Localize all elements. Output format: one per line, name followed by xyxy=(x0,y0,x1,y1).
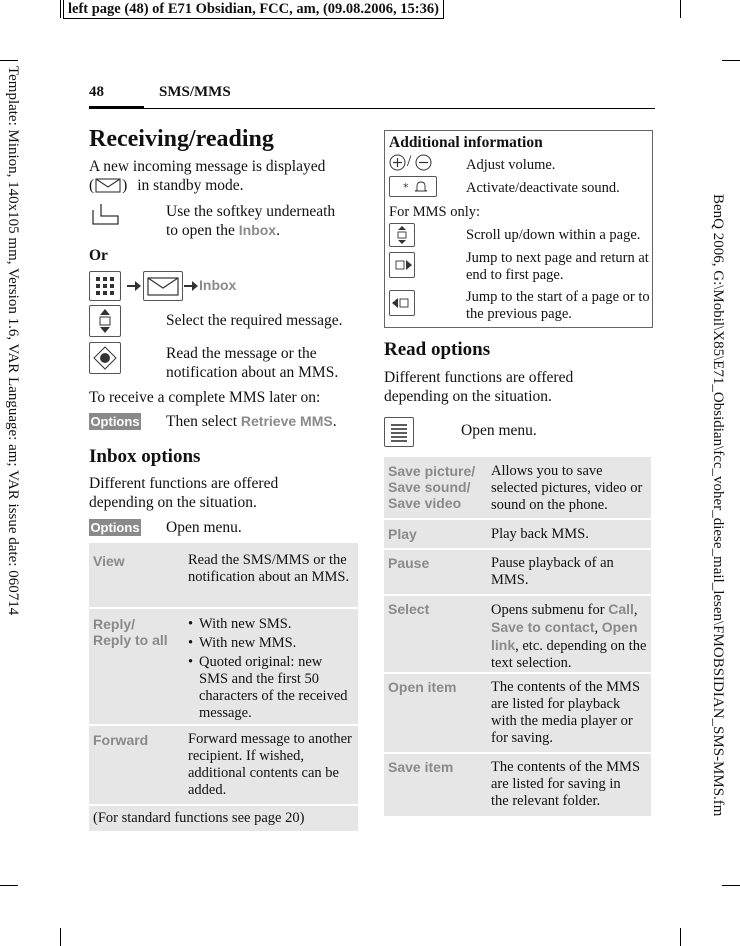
period: . xyxy=(276,222,280,239)
svg-text:*: * xyxy=(403,181,409,194)
option-desc: The contents of the MMS are listed for saving in the relevant folder. xyxy=(491,759,641,809)
open-menu-text: Open menu. xyxy=(461,422,537,439)
navigation-updown-icon xyxy=(389,223,415,247)
menu-path-inbox: Inbox xyxy=(199,277,237,293)
table-row[interactable] xyxy=(384,754,651,816)
option-desc: Play back MMS. xyxy=(491,526,589,542)
crop-mark xyxy=(60,0,61,18)
inbox-label: Inbox xyxy=(238,222,277,238)
option-term: Open item xyxy=(388,679,457,695)
intro-line-1: A new incoming message is displayed xyxy=(89,158,326,175)
table-row[interactable] xyxy=(384,674,651,752)
table-row[interactable] xyxy=(384,596,651,672)
table-row[interactable] xyxy=(384,520,651,548)
open-link-label: Open link xyxy=(491,619,638,653)
side-text-right: BenQ 2006, G:\Mobil\X85\E71_Obsidian\fcc_voher_diese_mail_lesen\FMOBSIDIAN_SMS-MMS.fm xyxy=(710,194,726,817)
select-desc-1: Opens submenu for xyxy=(491,602,609,618)
crop-mark xyxy=(680,928,681,946)
or-label: Or xyxy=(89,247,108,264)
option-desc: Forward message to another recipient. If wished, additional contents can be added. xyxy=(188,731,352,798)
reply-bullets xyxy=(188,616,348,722)
select-text: Select the required message. xyxy=(166,312,343,329)
arrow-right-icon xyxy=(126,279,142,291)
read-text: Read the message or the notification about an MMS. xyxy=(166,345,339,381)
arrow-right-icon xyxy=(183,279,199,291)
table-row[interactable] xyxy=(384,457,651,518)
inbox-options-table xyxy=(89,543,358,831)
crop-mark xyxy=(722,60,740,61)
option-term-line: Reply/ xyxy=(93,616,136,632)
softkey-text xyxy=(166,202,361,240)
additional-info-title: Additional information xyxy=(389,134,543,151)
option-term-line: Reply to all xyxy=(93,632,168,648)
list-item: • Quoted original: new SMS and the first 50 characters of the received message. xyxy=(188,654,348,722)
option-term xyxy=(93,616,168,648)
footer-text: (For standard functions see page 20) xyxy=(93,810,305,826)
option-desc: Pause playback of an MMS. xyxy=(491,555,614,588)
option-desc xyxy=(491,601,649,672)
menu-grid-icon xyxy=(89,271,121,301)
running-header: left page (48) of E71 Obsidian, FCC, am, (09.08.2006, 15:36) xyxy=(63,0,444,19)
read-options-table xyxy=(384,457,651,817)
section-header: SMS/MMS xyxy=(159,84,231,100)
option-term xyxy=(388,463,475,511)
table-footer xyxy=(89,806,358,831)
navigation-updown-icon xyxy=(89,305,121,337)
envelope-icon xyxy=(94,178,122,193)
retrieve-mms-label: Retrieve MMS xyxy=(240,413,333,429)
softkey-icon xyxy=(89,200,121,228)
paren: ( xyxy=(89,177,95,194)
read-options-intro: Different functions are offered depending on the situation. xyxy=(384,369,574,405)
section-title-inbox-options: Inbox options xyxy=(89,446,201,467)
crop-mark xyxy=(60,928,61,946)
slash: / xyxy=(407,153,412,170)
next-page-text: Jump to next page and return at end to first page. xyxy=(466,250,649,283)
crop-mark xyxy=(722,885,740,886)
page-number: 48 xyxy=(89,84,104,100)
then-select-text xyxy=(166,412,337,431)
option-desc: The contents of the MMS are listed for playback with the media player or for saving. xyxy=(491,679,641,746)
scroll-text: Scroll up/down within a page. xyxy=(466,227,641,243)
section-title-read-options: Read options xyxy=(384,339,491,360)
comma: , xyxy=(594,620,602,636)
select-desc-2: , etc. depending on the text selection. xyxy=(491,638,647,671)
receive-later-text: To receive a complete MMS later on: xyxy=(89,389,321,406)
paren: ) xyxy=(122,177,128,194)
section-title-receiving: Receiving/reading xyxy=(89,126,274,152)
period: . xyxy=(332,413,337,430)
volume-icons xyxy=(389,154,435,172)
crop-mark xyxy=(0,885,18,886)
additional-info-box xyxy=(384,130,653,328)
option-term-line: Save video xyxy=(388,495,462,511)
option-term: Play xyxy=(388,526,417,542)
options-softkey[interactable]: Options xyxy=(90,520,140,535)
option-term: View xyxy=(93,553,125,569)
sound-text: Activate/deactivate sound. xyxy=(466,180,620,196)
comma: , xyxy=(633,602,638,618)
header-rule-thick xyxy=(89,106,144,109)
intro-text: in standby mode. xyxy=(137,177,244,194)
side-text-left: Template: Minion, 140x105 mm, Version 1.6, VAR Language: am; VAR issue date: 060714 xyxy=(5,66,21,616)
volume-text: Adjust volume. xyxy=(466,157,556,173)
option-term: Save item xyxy=(388,759,454,775)
menu-list-icon xyxy=(384,417,414,447)
navigation-center-icon xyxy=(89,342,121,374)
options-softkey[interactable]: Options xyxy=(90,414,140,429)
table-row[interactable] xyxy=(384,550,651,594)
softkey-text-1: Use the softkey underneath xyxy=(166,203,336,220)
open-menu-text: Open menu. xyxy=(166,519,242,536)
option-term-line: Save picture/ xyxy=(388,463,476,479)
header-rule xyxy=(89,108,655,109)
option-term: Select xyxy=(388,601,430,617)
table-row[interactable] xyxy=(89,543,358,607)
volume-down-icon xyxy=(415,154,432,176)
softkey-text-2: to open the xyxy=(166,222,239,239)
option-term: Forward xyxy=(93,732,149,748)
then-select: Then select xyxy=(166,413,241,430)
crop-mark xyxy=(680,0,681,18)
nav-right-icon xyxy=(389,252,415,278)
list-item: • With new SMS. xyxy=(188,616,348,633)
list-item: • With new MMS. xyxy=(188,635,348,652)
volume-up-icon xyxy=(389,154,406,176)
intro-line-2 xyxy=(89,176,359,195)
crop-mark xyxy=(0,60,18,61)
table-row[interactable] xyxy=(89,609,358,724)
prev-page-text: Jump to the start of a page or to the previous page. xyxy=(466,289,650,322)
option-desc: Read the SMS/MMS or the notification about an MMS. xyxy=(188,552,350,585)
table-row[interactable] xyxy=(89,726,358,804)
save-to-contact-label: Save to contact xyxy=(491,619,595,635)
envelope-icon xyxy=(143,271,183,301)
mms-only-text: For MMS only: xyxy=(389,204,481,220)
inbox-options-intro: Different functions are offered depending on the situation. xyxy=(89,475,279,511)
nav-left-icon xyxy=(389,290,415,316)
star-key-icon xyxy=(389,176,437,197)
option-term: Pause xyxy=(388,555,430,571)
option-term-line: Save sound/ xyxy=(388,479,471,495)
option-desc: Allows you to save selected pictures, video or sound on the phone. xyxy=(491,463,643,513)
call-label: Call xyxy=(608,601,634,617)
